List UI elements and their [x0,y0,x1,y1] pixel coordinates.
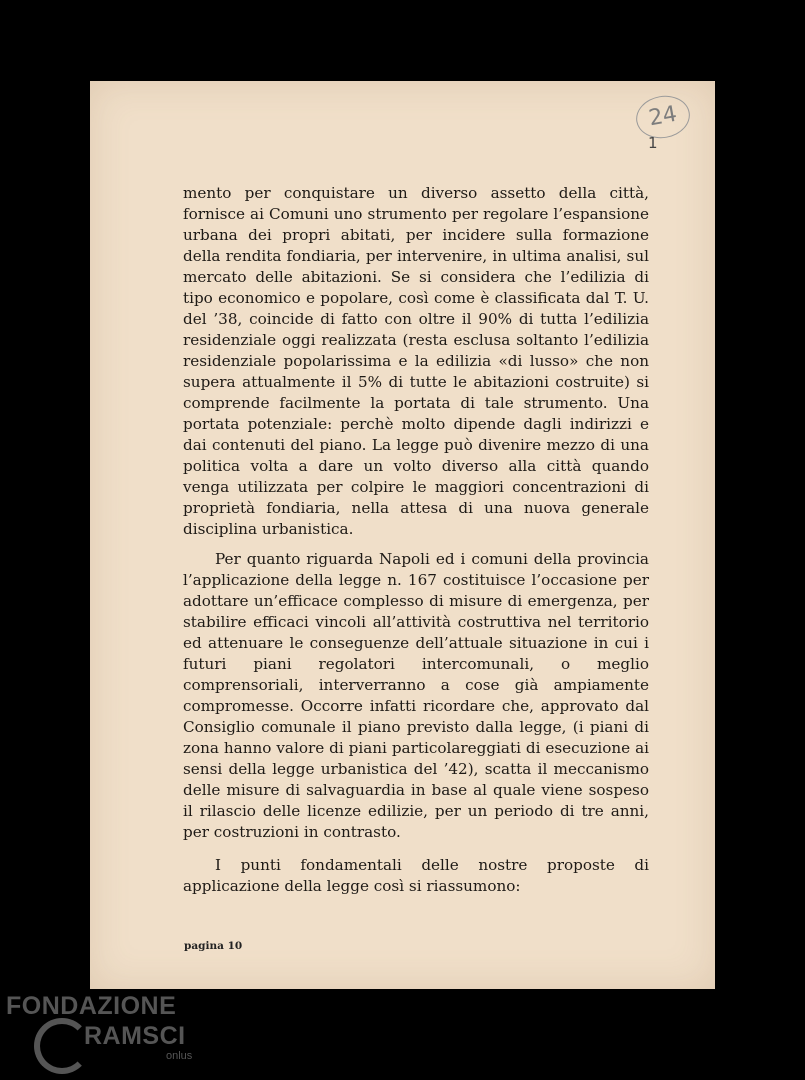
watermark-line-1: FONDAZIONE [6,992,177,1020]
folio-stamp: 24 [633,92,693,143]
watermark-suffix: onlus [166,1050,193,1062]
paragraph-1: mento per conquistare un diverso assetto della città, fornisce ai Comuni uno strumento per regolare l’espansione urbana dei propri abitati, per incidere sulla formazione della rendita fondiaria, per intervenire, in ultima analisi, sul mercato delle abitazioni. Se si considera che l’edilizia di tipo economico e popolare, così come è classificata dal T. U. del ’38, coincide di fatto con oltre il 90% di tutta l’edilizia residenziale oggi realizzata (resta esclusa soltanto l’edilizia residenziale popolarissima e la edilizia «di lusso» che non supera attualmente il 5% di tutte le abitazioni costruite) si comprende facilmente la portata di tale strumento. Una portata potenziale: perchè molto dipende dagli indirizzi e dai contenuti del piano. La legge può divenire mezzo di una politica volta a dare un volto diverso alla città quando venga utilizzata per colpire le maggiori concentrazioni di proprietà fondiaria, nella attesa di una nuova generale disciplina urbanistica. [183,184,649,538]
watermark-logo [6,992,206,1076]
corner-mark: 1 [648,134,658,152]
page-number: pagina 10 [184,940,243,952]
paragraph-3: I punti fondamentali delle nostre proposte di applicazione della legge così si riassumono: [183,856,649,895]
document-body [183,183,649,897]
watermark-g-icon [34,1018,90,1074]
watermark-line-2: RAMSCI [84,1022,186,1050]
paragraph-2: Per quanto riguarda Napoli ed i comuni della provincia l’applicazione della legge n. 167 costituisce l’occasione per adottare un’efficace complesso di misure di emergenza, per stabilire efficaci vincoli all’attività costruttiva nel territorio ed attenuare le conseguenze dell’attuale situazione in cui i futuri piani regolatori intercomunali, o meglio comprensoriali, interverranno a cose già ampiamente compromesse. Occorre infatti ricordare che, approvato dal Consiglio comunale il piano previsto dalla legge, (i piani di zona hanno valore di piani particolareggiati di esecuzione ai sensi della legge urbanistica del ’42), scatta il meccanismo delle misure di salvaguardia in base al quale viene sospeso il rilascio delle licenze edilizie, per un periodo di tre anni, per costruzioni in contrasto. [183,550,649,841]
